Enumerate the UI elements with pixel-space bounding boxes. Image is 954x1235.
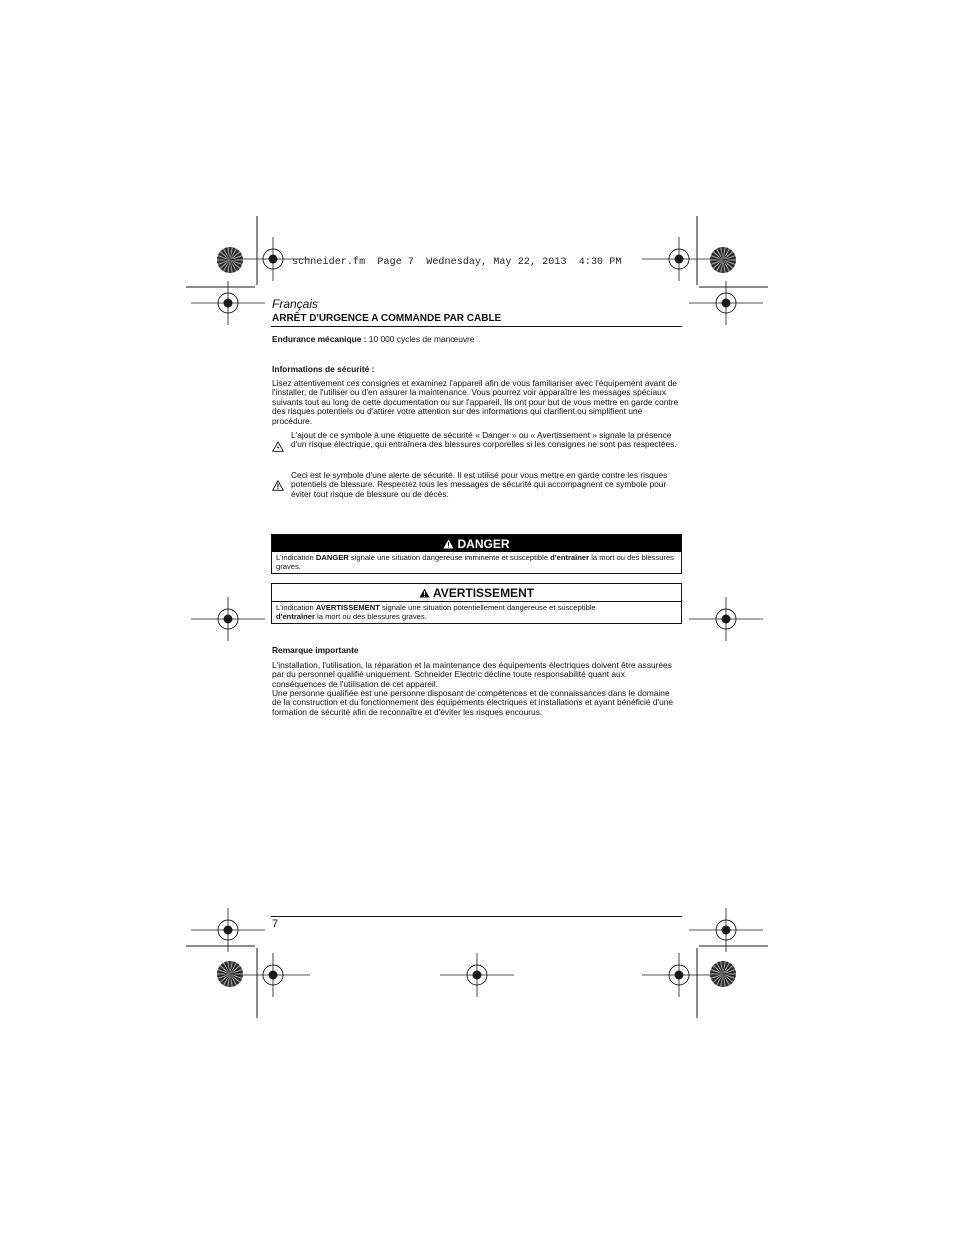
safety-heading: Informations de sécurité : [272, 364, 375, 374]
danger-text-mid: signale une situation dangereuse imminente et susceptible [348, 553, 551, 562]
avertissement-warning-icon [419, 588, 430, 598]
endurance-label: Endurance mécanique : [272, 334, 367, 344]
registration-starburst-icon [217, 961, 243, 987]
alert-warning-icon [272, 480, 284, 491]
danger-text-pre: L'indication [276, 553, 316, 562]
registration-target-icon [440, 953, 514, 997]
danger-title: DANGER [457, 536, 510, 551]
registration-starburst-icon [217, 247, 243, 273]
danger-header [272, 535, 681, 552]
file-stamp: schneider.fm Page 7 Wednesday, May 22, 2013 4:30 PM [292, 257, 622, 268]
registration-target-icon [689, 281, 763, 325]
registration-target-icon [236, 953, 310, 997]
electric-symbol-text: L'ajout de ce symbole à une étiquette de sécurité « Danger » ou « Avertissement » signale la présence d'un risque électrique, qui entraînera des blessures corporelles si les consignes ne sont pas respectées. [291, 430, 677, 450]
endurance-line [272, 335, 682, 344]
footer-rule [271, 916, 682, 917]
danger-warning-icon [443, 539, 454, 549]
registration-target-icon [642, 237, 716, 281]
danger-keyword2: d'entraîner [550, 553, 590, 562]
registration-target-icon [191, 281, 265, 325]
danger-keyword: DANGER [315, 553, 349, 562]
section-title: ARRÊT D'URGENCE A COMMANDE PAR CABLE [272, 313, 502, 324]
warning-text-post: la mort ou des blessures graves. [314, 611, 427, 621]
warning-text-pre: L'indication [276, 603, 316, 612]
danger-body [272, 552, 681, 573]
danger-text-post: la mort ou des blessures graves. [276, 553, 674, 571]
warning-box [271, 583, 682, 624]
alert-symbol-text: Ceci est le symbole d'une alerte de sécurité. Il est utilisé pour vous mettre en garde contre les risques potentiels de blessure. Respectez tous les messages de sécurité qui accompagnent ce symbole pour éviter tout risque de blessure ou de décès. [291, 470, 668, 499]
page-number: 7 [272, 918, 279, 930]
registration-target-icon [191, 597, 265, 641]
warning-keyword2: d'entraîner [276, 611, 315, 621]
section-language: Français [272, 297, 319, 311]
warning-keyword: AVERTISSEMENT [315, 603, 380, 612]
warning-header [272, 584, 681, 602]
registration-target-icon [689, 908, 763, 952]
notice-paragraph-2: Une personne qualifiée est une personne disposant de compétences et de connaissances dans le domaine de la construction et du fonctionnement des équipements électriques et installations et ayant bénéficié d'une formation de sécurité afin de reconnaître et d'éviter les risques encourus. [272, 688, 674, 717]
registration-target-icon [642, 953, 716, 997]
endurance-value: 10 000 cycles de manœuvre [366, 334, 475, 344]
notice-heading: Remarque importante [272, 645, 359, 655]
title-rule [271, 326, 682, 327]
warning-text-mid: signale une situation potentiellement dangereuse et susceptible [379, 603, 596, 612]
registration-target-icon [689, 597, 763, 641]
electric-warning-icon [272, 441, 284, 452]
danger-box [271, 534, 682, 574]
notice-paragraph-1: L'installation, l'utilisation, la réparation et la maintenance des équipements électriques doivent être assurées par du personnel qualifié uniquement. Schneider Electric décline toute responsabilité quant aux conséquences de l'utilisation de cet appareil. [272, 660, 672, 689]
safety-intro: Lisez attentivement ces consignes et examinez l'appareil afin de vous familiariser avec l'équipement avant de l'installer, de l'utiliser ou d'en assurer la maintenance. Vous pourrez voir apparaître les messages spéciaux suivants tout au long de cette documentation ou sur l'appareil. Ils ont pour but de vous mettre en garde contre des risques potentiels ou d'attirer votre attention sur des informations qui clarifient ou simplifient une procédure. [272, 378, 679, 426]
registration-starburst-icon [710, 961, 736, 987]
registration-target-icon [191, 908, 265, 952]
warning-title: AVERTISSEMENT [432, 585, 535, 600]
warning-body [272, 602, 681, 623]
registration-starburst-icon [710, 247, 736, 273]
